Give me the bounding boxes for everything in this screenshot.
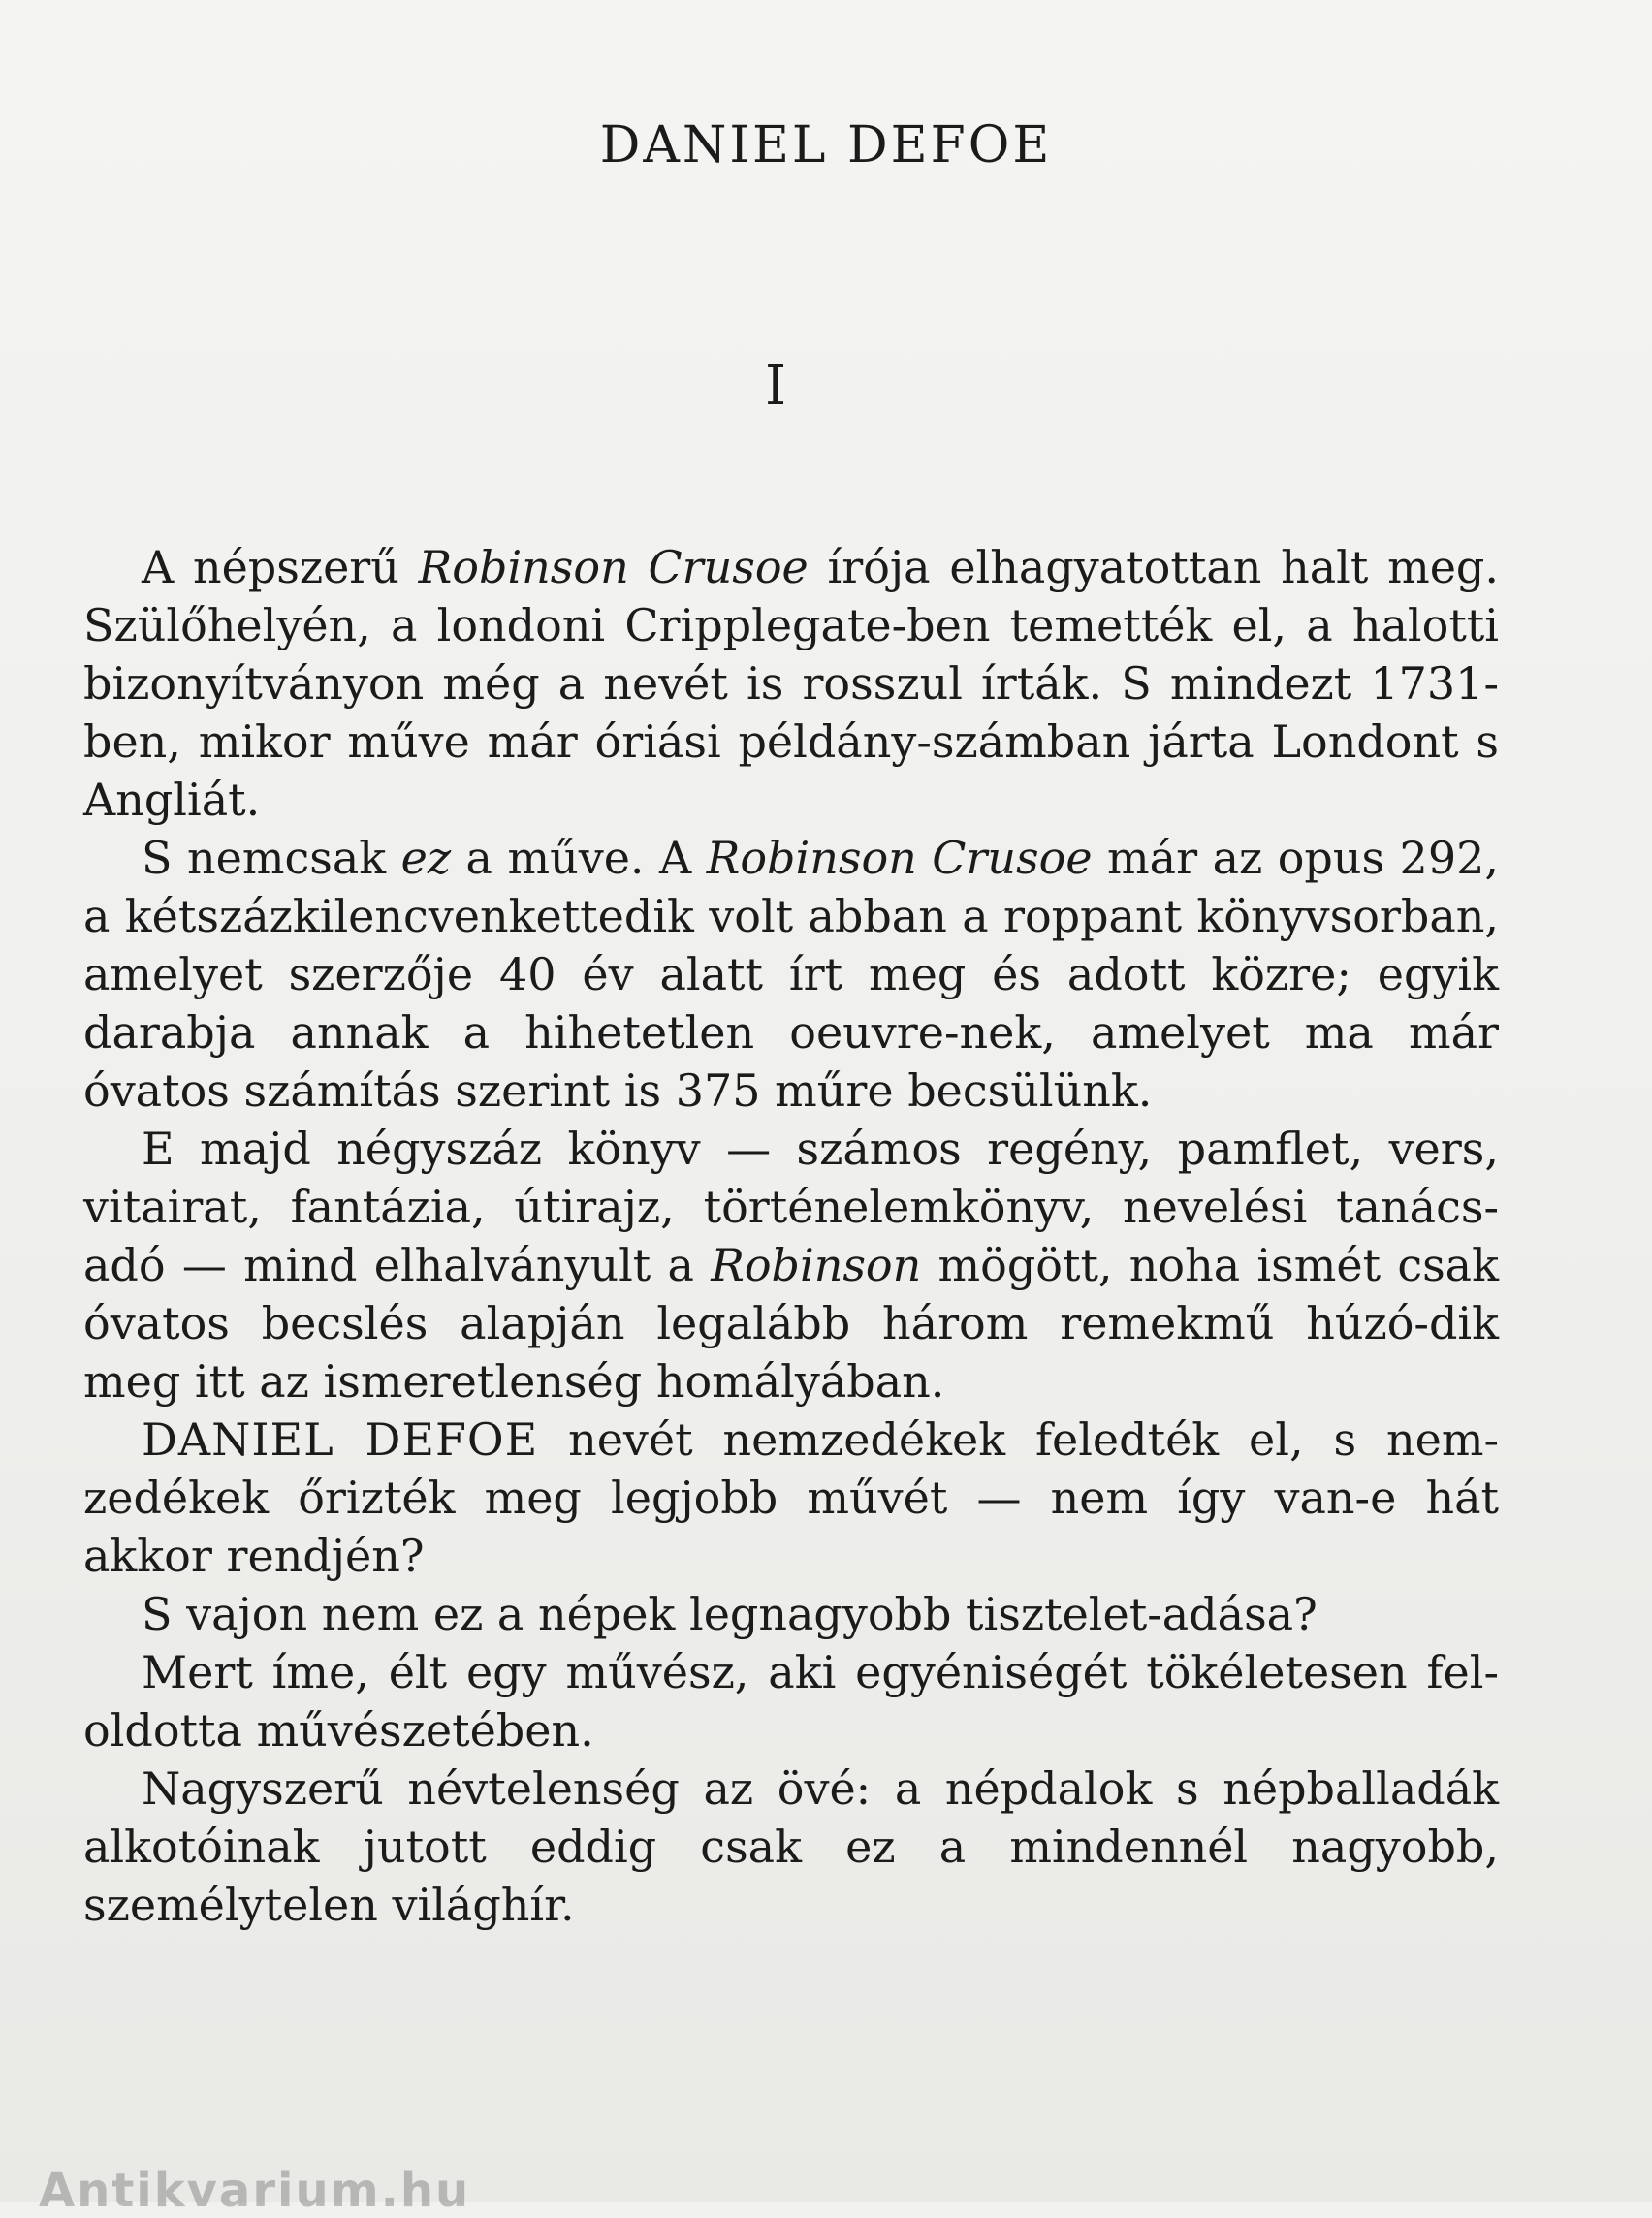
paragraph-7: Nagyszerű névtelenség az övé: a népdalok s népballadák alkotóinak jutott eddig csak ez a mindennél nagyobb, személytelen világhír. <box>83 1762 1499 1931</box>
paragraph-1: A népszerű Robinson Crusoe írója elhagyatottan halt meg. Szülőhelyén, a londoni Cripplegate-ben temették el, a halotti bizonyítványon még a nevét is rosszul írták. S mindezt 1731-ben, mikor műve már óriási példány-számban járta Londont s Angliát. <box>83 541 1499 826</box>
watermark: Antikvarium.hu <box>39 2164 471 2218</box>
paragraph-4: DANIEL DEFOE nevét nemzedékek feledték el, s nem-zedékek őrizték meg legjobb művét — nem így van-e hát akkor rendjén? <box>83 1413 1499 1582</box>
book-title-italic: Robinson <box>711 1239 922 1291</box>
paragraph-3: E majd négyszáz könyv — számos regény, pamflet, vers, vitairat, fantázia, útirajz, történelemkönyv, nevelési tanács-adó — mind elhalványult a Robinson mögött, noha ismét csak óvatos becslés alapján legalább három remekmű húzó-dik meg itt az ismeretlenség homályában. <box>83 1123 1499 1408</box>
paragraph-5: S vajon nem ez a népek legnagyobb tisztelet-adása? <box>142 1588 1318 1640</box>
running-header: DANIEL DEFOE <box>599 116 1053 174</box>
paragraph-2: S nemcsak ez a műve. A Robinson Crusoe már az opus 292, a kétszázkilencvenkettedik volt abban a roppant könyvsorban, amelyet szerzője 40 év alatt írt meg és adott közre; egyik darabja annak a hihetetlen oeuvre-nek, amelyet ma már óvatos számítás szerint is 375 műre becsülünk. <box>83 832 1499 1117</box>
book-title-italic: Robinson Crusoe <box>706 832 1093 884</box>
author-name: DANIEL DEFOE <box>142 1413 539 1466</box>
body-text <box>83 538 1499 1934</box>
emphasis-italic: ez <box>400 832 452 884</box>
book-title-italic: Robinson Crusoe <box>418 541 809 593</box>
paragraph-6: Mert íme, élt egy művész, aki egyéniségét tökéletesen fel-oldotta művészetében. <box>83 1646 1499 1757</box>
chapter-number: I <box>764 355 787 418</box>
